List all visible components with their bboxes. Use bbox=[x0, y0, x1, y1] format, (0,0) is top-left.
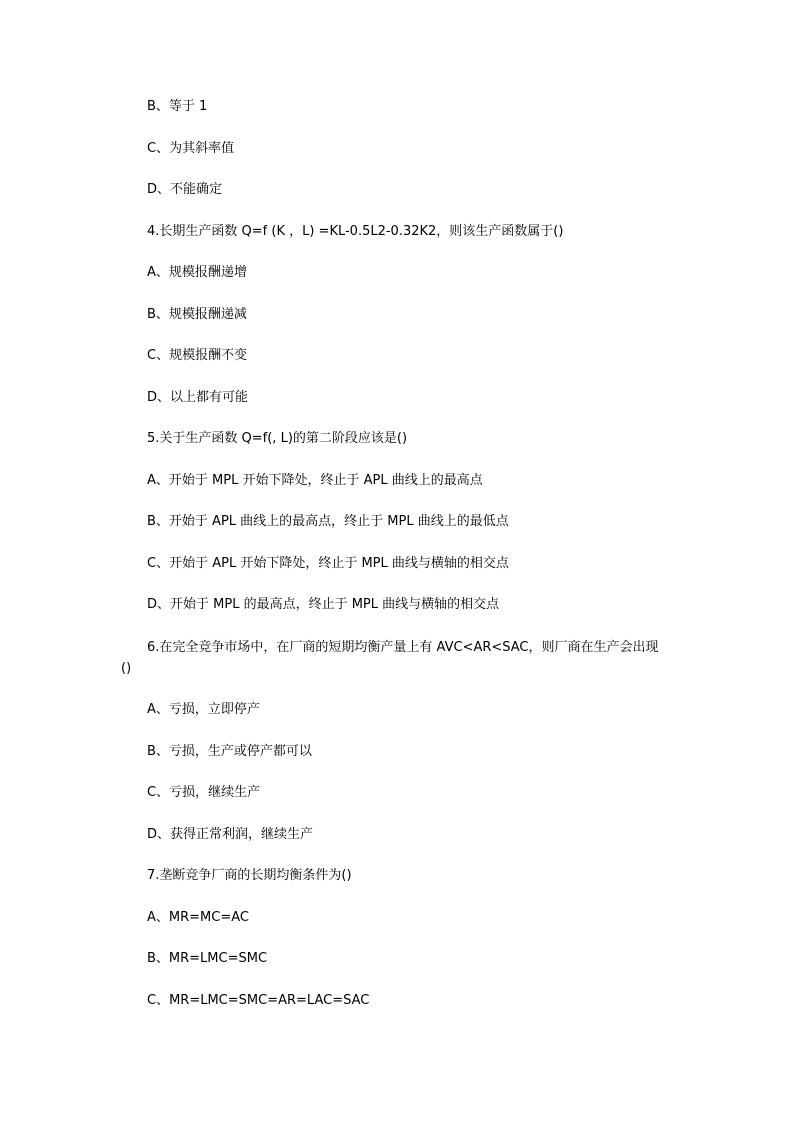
q7-option-c: C、MR=LMC=SMC=AR=LAC=SAC bbox=[147, 993, 370, 1008]
q4-option-d: D、以上都有可能 bbox=[147, 390, 249, 405]
q4-option-a: A、规模报酬递增 bbox=[147, 265, 247, 280]
q6-option-a: A、亏损，立即停产 bbox=[147, 702, 260, 717]
q5-option-c: C、开始于 APL 开始下降处，终止于 MPL 曲线与横轴的相交点 bbox=[147, 556, 509, 571]
q7-option-a: A、MR=MC=AC bbox=[147, 910, 249, 925]
q4-option-b: B、规模报酬递减 bbox=[147, 307, 247, 322]
q4-option-c: C、规模报酬不变 bbox=[147, 348, 248, 363]
q7-stem: 7.垄断竞争厂商的长期均衡条件为() bbox=[147, 868, 352, 883]
q6-option-c: C、亏损，继续生产 bbox=[147, 785, 261, 800]
q6-stem: 6.在完全竞争市场中，在厂商的短期均衡产量上有 AVC<AR<SAC，则厂商在生产会出现 bbox=[147, 640, 659, 655]
q5-option-d: D、开始于 MPL 的最高点，终止于 MPL 曲线与横轴的相交点 bbox=[147, 597, 500, 612]
q4-stem: 4.长期生产函数 Q=f (K ，L) =KL-0.5L2-0.32K2，则该生产函数属于() bbox=[147, 224, 564, 239]
q6-stem-continuation: () bbox=[121, 661, 132, 676]
q3-option-d: D、不能确定 bbox=[147, 182, 223, 197]
q6-option-d: D、获得正常利润，继续生产 bbox=[147, 827, 314, 842]
q5-option-a: A、开始于 MPL 开始下降处，终止于 APL 曲线上的最高点 bbox=[147, 473, 483, 488]
q5-option-b: B、开始于 APL 曲线上的最高点，终止于 MPL 曲线上的最低点 bbox=[147, 514, 509, 529]
q6-option-b: B、亏损，生产或停产都可以 bbox=[147, 744, 312, 759]
q3-option-b: B、等于 1 bbox=[147, 99, 208, 114]
q7-option-b: B、MR=LMC=SMC bbox=[147, 951, 268, 966]
q5-stem: 5.关于生产函数 Q=f(, L)的第二阶段应该是() bbox=[147, 431, 408, 446]
q3-option-c: C、为其斜率值 bbox=[147, 141, 235, 156]
